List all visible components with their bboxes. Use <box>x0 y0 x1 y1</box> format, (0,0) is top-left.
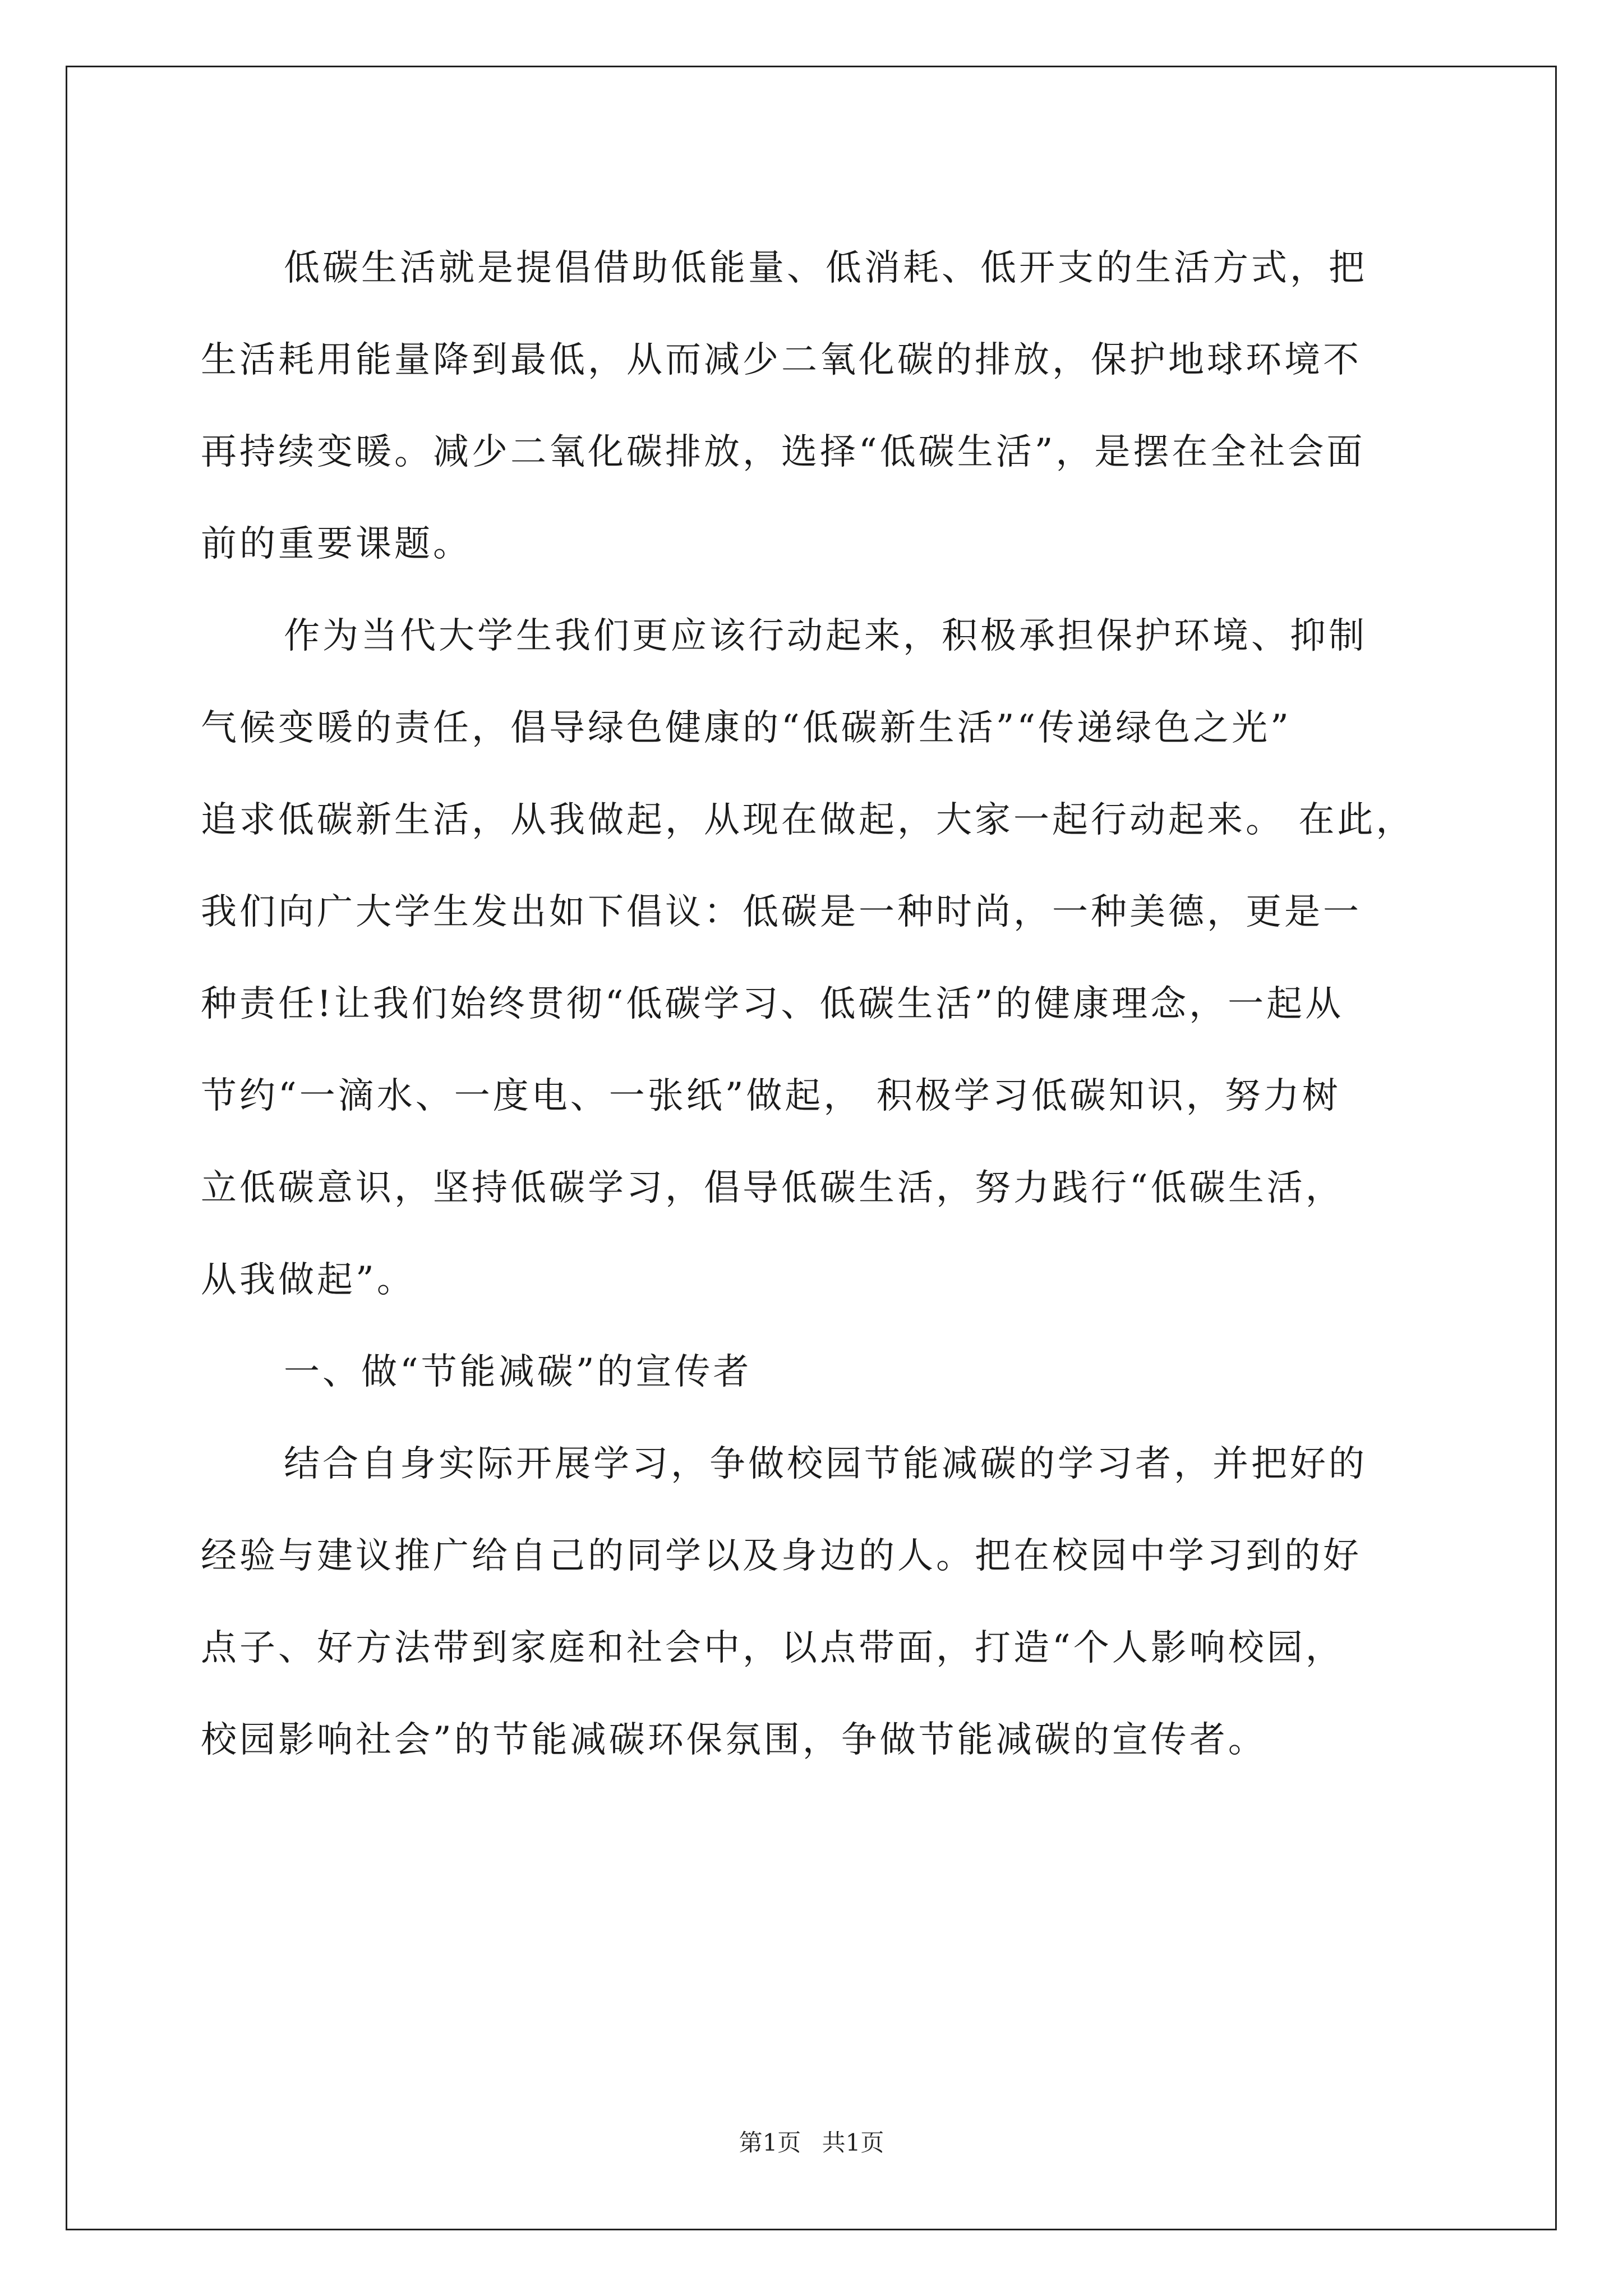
text-line: 低碳生活就是提倡借助低能量、低消耗、低开支的生活方式，把 <box>284 247 1367 289</box>
text-line: 作为当代大学生我们更应该行动起来，积极承担保护环境、抑制 <box>284 615 1367 657</box>
text-line: 经验与建议推广给自己的同学以及身边的人。把在校园中学习到的好 <box>201 1535 1362 1577</box>
section-heading: 一、做“节能减碳”的宣传者 <box>284 1351 752 1393</box>
document-body <box>201 222 1432 1786</box>
text-line: 前的重要课题。 <box>201 523 472 565</box>
text-line: 结合自身实际开展学习，争做校园节能减碳的学习者，并把好的 <box>284 1443 1367 1485</box>
text-line: 追求低碳新生活，从我做起，从现在做起，大家一起行动起来。 在此， <box>201 799 1415 841</box>
text-line: 生活耗用能量降到最低，从而减少二氧化碳的排放，保护地球环境不 <box>201 339 1362 381</box>
page-footer <box>0 2127 1623 2159</box>
text-line: 气候变暖的责任，倡导绿色健康的“低碳新生活”“传递绿色之光” <box>201 707 1292 749</box>
text-line: 立低碳意识，坚持低碳学习，倡导低碳生活，努力践行“低碳生活， <box>201 1167 1344 1209</box>
text-line: 再持续变暖。减少二氧化碳排放，选择“低碳生活”，是摆在全社会面 <box>201 431 1366 473</box>
page-number: 第1页 <box>739 2129 801 2156</box>
text-line: 种责任!让我们始终贯彻“低碳学习、低碳生活”的健康理念，一起从 <box>201 983 1344 1025</box>
text-line: 节约“一滴水、一度电、一张纸”做起， 积极学习低碳知识，努力树 <box>201 1075 1341 1117</box>
text-line: 我们向广大学生发出如下倡议：低碳是一种时尚，一种美德，更是一 <box>201 891 1362 933</box>
text-line: 点子、好方法带到家庭和社会中，以点带面，打造“个人影响校园， <box>201 1627 1344 1669</box>
text-line: 从我做起”。 <box>201 1259 416 1301</box>
page-total: 共1页 <box>822 2129 884 2156</box>
text-line: 校园影响社会”的节能减碳环保氛围，争做节能减碳的宣传者。 <box>201 1719 1267 1761</box>
